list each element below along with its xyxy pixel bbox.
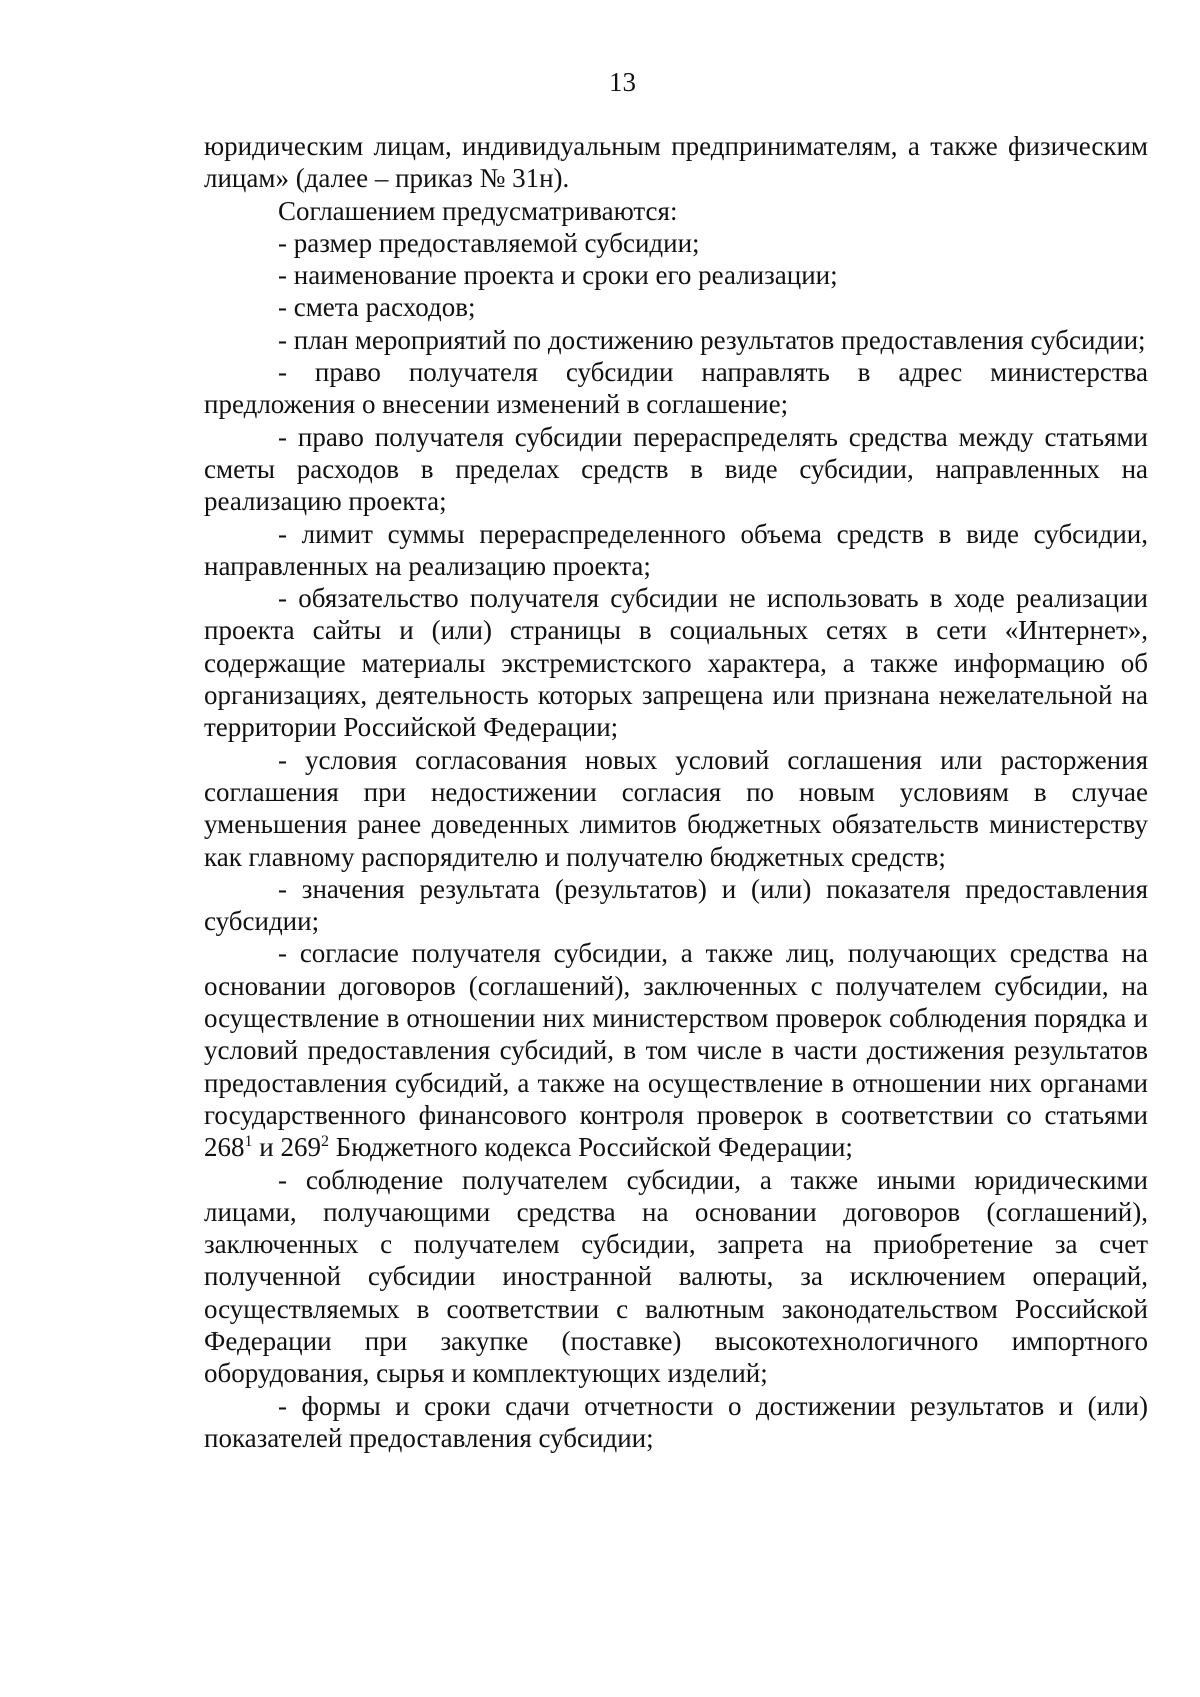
- list-item-project-name: - наименование проекта и сроки его реализации;: [278, 260, 838, 291]
- paragraph-continuation: юридическим лицам, индивидуальным предпринимателям, а также физическим лицам» (далее – приказ № 31н).: [204, 131, 1148, 194]
- list-item-reporting: - формы и сроки сдачи отчетности о достижении результатов и (или) показателей предоставления субсидии;: [204, 1390, 1148, 1453]
- consent-text-part-2: и 269: [252, 1132, 321, 1163]
- list-item-approval-conditions: - условия согласования новых условий соглашения или расторжения соглашения при недостижении согласия по новым условиям в случае уменьшения ранее доведенных лимитов бюджетных обязательств министерству как главному распорядителю и получателю бюджетных средств;: [204, 744, 1148, 872]
- list-item-right-to-propose: - право получателя субсидии направлять в адрес министерства предложения о внесении изменений в соглашение;: [204, 357, 1148, 420]
- list-item-currency-ban: - соблюдение получателем субсидии, а также иными юридическими лицами, получающими средства на основании договоров (соглашений), заключенных с получателем субсидии, запрета на приобретение за счет полученной субсидии иностранной валюты, за исключением операций, осуществляемых в соответствии с валютным законодательством Российской Федерации при закупке (поставке) высокотехнологичного импортного оборудования, сырья и комплектующих изделий;: [204, 1164, 1148, 1389]
- article-superscript-2: 2: [320, 1133, 329, 1151]
- list-item-action-plan: - план мероприятий по достижению результатов предоставления субсидии;: [278, 324, 1146, 355]
- page-number: 13: [609, 67, 636, 97]
- list-item-right-to-redistribute: - право получателя субсидии перераспределять средства между статьями сметы расходов в пределах средств в виде субсидии, направленных на реализацию проекта;: [204, 421, 1148, 517]
- list-item-result-values: - значения результата (результатов) и (или) показателя предоставления субсидии;: [204, 873, 1148, 937]
- consent-text-part-3: Бюджетного кодекса Российской Федерации;: [328, 1132, 853, 1163]
- list-item-redistribution-limit: - лимит суммы перераспределенного объема средств в виде субсидии, направленных на реализацию проекта;: [204, 518, 1148, 581]
- list-item-consent: [204, 937, 1148, 1163]
- document-body: [204, 130, 1148, 1454]
- consent-text-part-1: - согласие получателя субсидии, а также лиц, получающих средства на основании договоров (соглашений), заключенных с получателем субсидии, на осуществление в отношении них министерством проверок соблюдения порядка и условий предоставления субсидий, в том числе в части достижения результатов предоставления субсидий, а также на осуществление в отношении них органами государственного финансового контроля проверок в соответствии со статьями 268: [204, 938, 1148, 1163]
- article-superscript-1: 1: [244, 1133, 253, 1151]
- list-item-obligation: - обязательство получателя субсидии не использовать в ходе реализации проекта сайты и (или) страницы в социальных сетях в сети «Интернет», содержащие материалы экстремистского характера, а также информацию об организациях, деятельность которых запрещена или признана нежелательной на территории Российской Федерации;: [204, 583, 1148, 743]
- list-item-subsidy-size: - размер предоставляемой субсидии;: [278, 227, 700, 258]
- list-item-cost-estimate: - смета расходов;: [278, 292, 476, 323]
- paragraph-agreement-intro: Соглашением предусматриваются:: [278, 195, 678, 226]
